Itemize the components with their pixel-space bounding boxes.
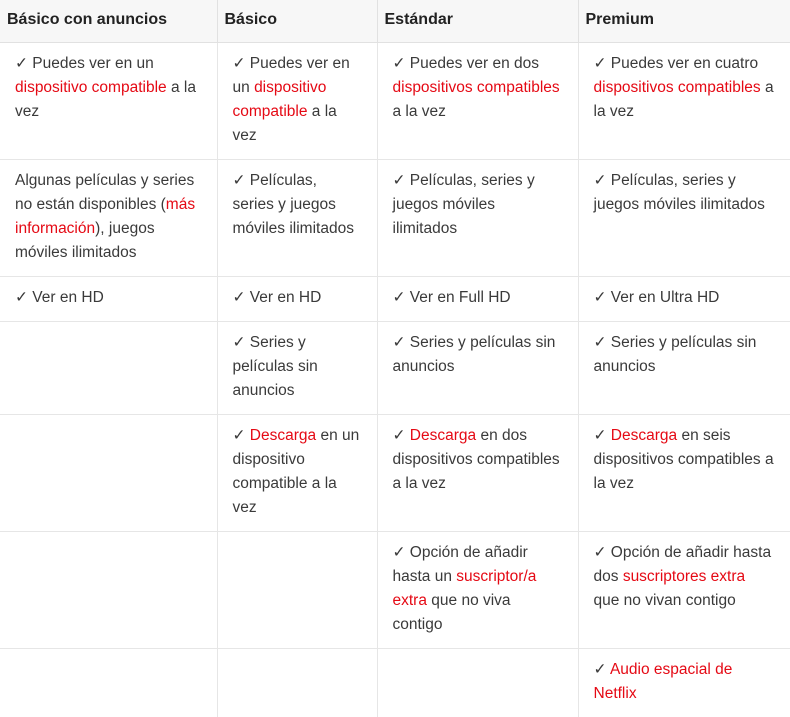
- cell-text: ✓: [233, 427, 250, 444]
- cell-text: ), juegos móviles ilimitados: [15, 220, 155, 261]
- cell-text: ✓ Puedes ver en un: [15, 55, 154, 72]
- cell: [0, 415, 217, 532]
- info-link[interactable]: dispositivo compatible: [15, 79, 167, 96]
- info-link[interactable]: dispositivos compatibles: [594, 79, 761, 96]
- info-link[interactable]: Audio espacial de Netflix: [594, 661, 733, 702]
- cell: [217, 415, 377, 532]
- cell-text: ✓: [393, 427, 410, 444]
- cell-text: ✓ Series y películas sin anuncios: [594, 334, 757, 375]
- cell-text: ✓ Películas, series y juegos móviles ilimitados: [233, 172, 354, 237]
- cell-text: ✓ Puedes ver en cuatro: [594, 55, 759, 72]
- cell-text: a la vez: [15, 79, 196, 120]
- cell: [0, 160, 217, 277]
- cell-text: a la vez: [233, 103, 337, 144]
- cell-text: ✓ Películas, series y juegos móviles ilimitados: [393, 172, 535, 237]
- cell: [377, 415, 578, 532]
- cell-text: Algunas películas y series no están disponibles (: [15, 172, 194, 213]
- cell: [0, 43, 217, 160]
- cell: [217, 649, 377, 717]
- cell: [217, 43, 377, 160]
- cell: [377, 322, 578, 415]
- row-downloads: [0, 415, 790, 532]
- cell-text: ✓ Opción de añadir hasta un: [393, 544, 528, 585]
- cell: [377, 160, 578, 277]
- cell: [578, 322, 790, 415]
- cell: [217, 277, 377, 322]
- header-standard: Estándar: [377, 0, 578, 43]
- cell-text: ✓: [594, 661, 610, 678]
- cell-text: en un dispositivo compatible a la vez: [233, 427, 360, 516]
- cell-text: ✓ Ver en HD: [15, 289, 104, 306]
- row-spatial-audio: [0, 649, 790, 717]
- cell: [0, 277, 217, 322]
- cell: [578, 532, 790, 649]
- cell: [217, 160, 377, 277]
- cell: [578, 415, 790, 532]
- cell-text: que no vivan contigo: [594, 592, 736, 609]
- info-link[interactable]: Descarga: [250, 427, 316, 444]
- row-resolution: [0, 277, 790, 322]
- header-basic-with-ads: Básico con anuncios: [0, 0, 217, 43]
- info-link[interactable]: dispositivo compatible: [233, 79, 327, 120]
- cell: [0, 649, 217, 717]
- cell-text: ✓ Opción de añadir hasta dos: [594, 544, 772, 585]
- cell: [0, 532, 217, 649]
- header-premium: Premium: [578, 0, 790, 43]
- cell-text: ✓ Series y películas sin anuncios: [233, 334, 318, 399]
- info-link[interactable]: Descarga: [410, 427, 476, 444]
- cell: [217, 322, 377, 415]
- cell: [377, 532, 578, 649]
- cell-text: en seis dispositivos compatibles a la vez: [594, 427, 774, 492]
- cell-text: ✓ Ver en Full HD: [393, 289, 511, 306]
- cell: [578, 43, 790, 160]
- cell-text: ✓ Series y películas sin anuncios: [393, 334, 556, 375]
- info-link[interactable]: más información: [15, 196, 195, 237]
- cell: [578, 649, 790, 717]
- cell-text: ✓ Ver en HD: [233, 289, 322, 306]
- row-extra-member: [0, 532, 790, 649]
- cell: [377, 43, 578, 160]
- header-row: [0, 0, 790, 43]
- row-catalog: [0, 160, 790, 277]
- cell-text: a la vez: [393, 103, 446, 120]
- cell-text: ✓ Puedes ver en dos: [393, 55, 540, 72]
- cell: [217, 532, 377, 649]
- cell-text: a la vez: [594, 79, 774, 120]
- cell-text: en dos dispositivos compatibles a la vez: [393, 427, 560, 492]
- row-devices: [0, 43, 790, 160]
- cell-text: ✓ Películas, series y juegos móviles ilimitados: [594, 172, 765, 213]
- cell-text: ✓: [594, 427, 611, 444]
- cell-text: ✓ Ver en Ultra HD: [594, 289, 720, 306]
- info-link[interactable]: Descarga: [611, 427, 677, 444]
- cell: [578, 277, 790, 322]
- cell: [377, 649, 578, 717]
- header-basic: Básico: [217, 0, 377, 43]
- cell-text: que no viva contigo: [393, 592, 511, 633]
- row-no-ads: [0, 322, 790, 415]
- cell: [377, 277, 578, 322]
- cell-text: ✓ Puedes ver en un: [233, 55, 350, 96]
- info-link[interactable]: dispositivos compatibles: [393, 79, 560, 96]
- info-link[interactable]: suscriptor/a extra: [393, 568, 537, 609]
- info-link[interactable]: suscriptores extra: [623, 568, 745, 585]
- cell: [0, 322, 217, 415]
- cell: [578, 160, 790, 277]
